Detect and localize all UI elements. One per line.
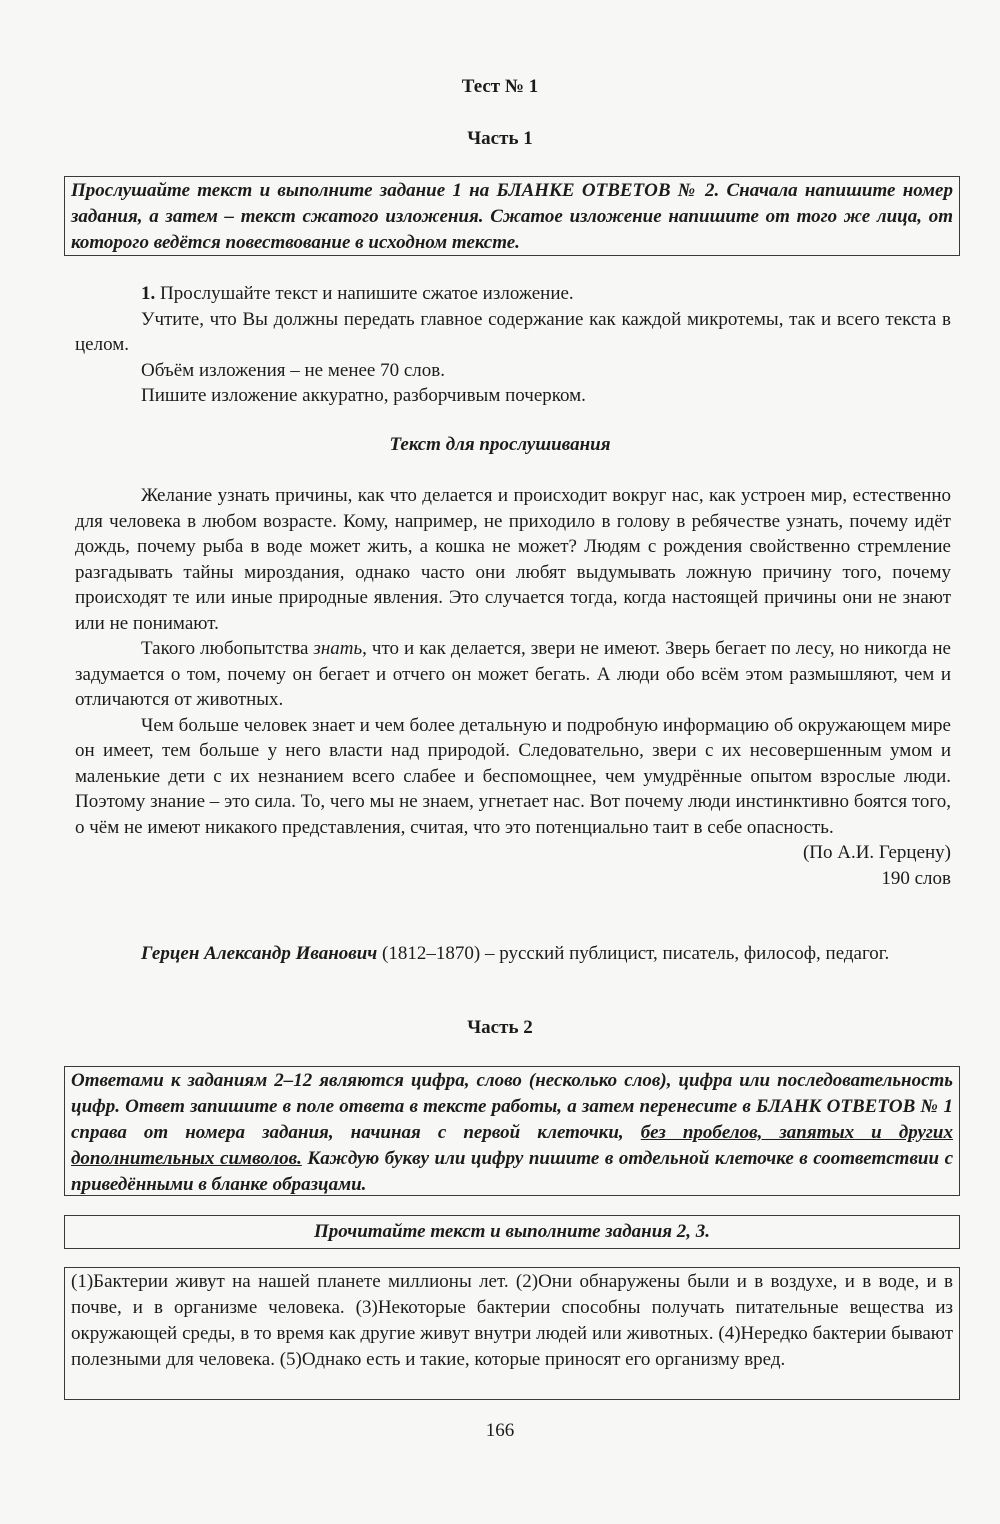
instruction-box-part2 xyxy=(64,1066,960,1196)
source-attribution: (По А.И. Герцену) xyxy=(802,842,951,863)
bacteria-text: (1)Бактерии живут на нашей планете миллионы лет. (2)Они обнаружены были и в воздухе, и в воде, и в почве, и в организме человека. (3)Некоторые бактерии способны получать питательные вещества из окружающей среды, в то время как другие живут внутри людей или животных. (4)Нередко бактерии бывают полезными для человека. (5)Однако есть и такие, которые приносят его организму вред. xyxy=(71,1271,953,1370)
task1-line4: Пишите изложение аккуратно, разборчивым почерком. xyxy=(141,385,586,406)
p2-start: Такого любопытства xyxy=(141,638,314,659)
listening-title: Текст для прослушивания xyxy=(389,434,611,455)
instruction2-start: Ответами к заданиям 2–12 являются цифра, слово (несколько слов), цифра или последовательность цифр. Ответ запишите в поле ответа в тексте работы, а затем перенесите в БЛАНК ОТВЕТОВ № 1 справа от номера задания, начиная с первой клеточки, xyxy=(71,1070,953,1143)
page-number: 166 xyxy=(485,1420,515,1441)
task1-line1-text: Прослушайте текст и напишите сжатое изложение. xyxy=(160,283,574,304)
test-title: Тест № 1 xyxy=(461,76,539,97)
read-task-text: Прочитайте текст и выполните задания 2, 3. xyxy=(313,1221,711,1242)
listening-text xyxy=(75,483,951,891)
instruction-box-part1 xyxy=(64,176,960,256)
task1-number: 1. xyxy=(141,283,156,304)
listening-paragraph-1: Желание узнать причины, как что делается и происходит вокруг нас, как устроен мир, естественно для человека в любом возрасте. Кому, например, не приходило в голову в ребячестве узнать, почему идёт дождь, почему рыба в воде может жить, а кошка не может? Людям с рождения свойственно стремление разгадывать тайны мироздания, однако часто они любят выдумывать ложную причину того, почему происходят те или иные природные явления. Это случается тогда, когда настоящей причины они не знают или не понимают. xyxy=(75,485,951,634)
task1-line3: Объём изложения – не менее 70 слов. xyxy=(141,359,445,381)
listening-paragraph-2 xyxy=(75,636,951,713)
bacteria-text-box xyxy=(64,1267,960,1400)
task1-block xyxy=(75,281,951,409)
read-task-box xyxy=(64,1215,960,1249)
instruction2-end: Каждую букву или цифру пишите в отдельной клеточке в соответствии с приведёнными в бланке образцами. xyxy=(71,1148,954,1195)
instruction2-underlined: без пробелов, запятых и других дополнительных символов. xyxy=(71,1122,954,1169)
instruction-text-part1: Прослушайте текст и выполните задание 1 на БЛАНКЕ ОТВЕТОВ № 2. Сначала напишите номер задания, а затем – текст сжатого изложения. Сжатое изложение напишите от того же лица, от которого ведётся повествование в исходном тексте. xyxy=(71,180,953,253)
p2-italic-word: знать xyxy=(313,638,363,659)
part1-title: Часть 1 xyxy=(467,128,533,149)
task1-line1 xyxy=(75,281,951,307)
listening-paragraph-3: Чем больше человек знает и чем более детальную и подробную информацию об окружающем мире он имеет, тем больше у него власти над природой. Следовательно, звери с их несовершенным умом и маленькие дети с их незнанием всего слабее и беспомощнее, чем умудрённые опытом взрослые люди. Поэтому знание – это сила. То, чего мы не знаем, угнетает нас. Вот почему люди инстинктивно боятся того, о чём не имеют никакого представления, считая, что это потенциально таит в себе опасность. xyxy=(75,714,951,838)
bio-name: Герцен Александр Иванович xyxy=(141,943,378,964)
bio-note xyxy=(75,941,951,967)
p2-end: , что и как делается, звери не имеют. Зверь бегает по лесу, но никогда не задумается о том, почему он бегает и отчего он может бегать. А люди обо всём этом размышляют, чем и отличаются от животных. xyxy=(75,638,951,710)
bio-text: (1812–1870) – русский публицист, писатель, философ, педагог. xyxy=(377,943,890,964)
part2-title: Часть 2 xyxy=(467,1017,533,1038)
task1-line2: Учтите, что Вы должны передать главное содержание как каждой микротемы, так и всего текста в целом. xyxy=(75,308,951,355)
word-count: 190 слов xyxy=(881,867,951,889)
